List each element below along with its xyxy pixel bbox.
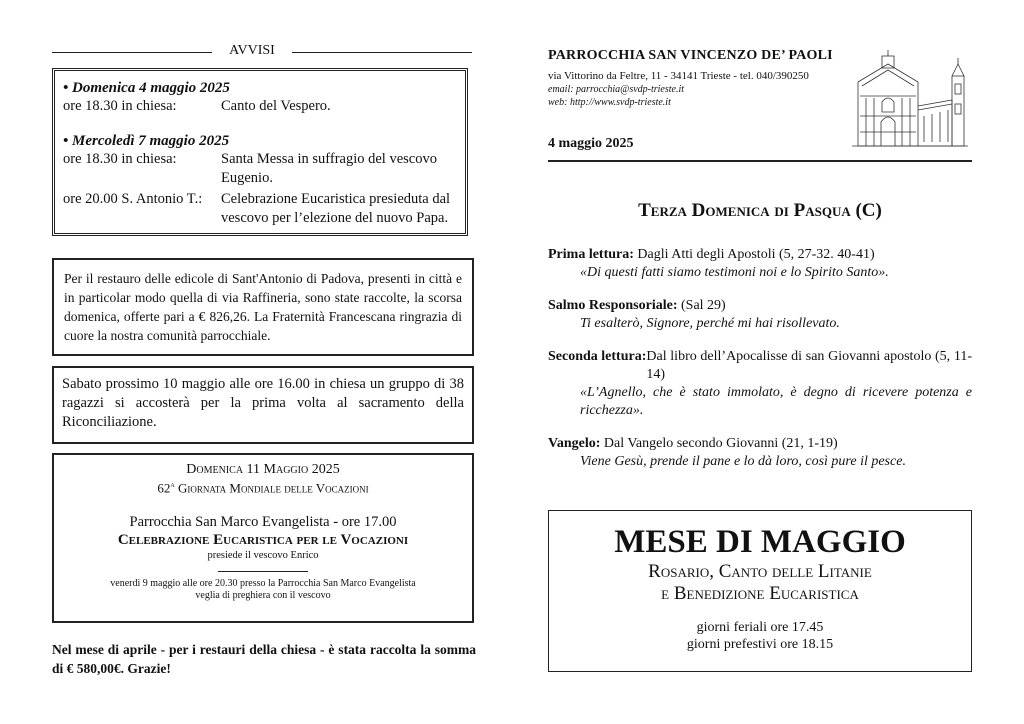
event-1 [63, 79, 465, 116]
event-2-date: • Mercoledì 7 maggio 2025 [63, 133, 230, 149]
restauro-box [52, 258, 474, 356]
maggio-title: MESE DI MAGGIO [614, 524, 906, 560]
parish-web: web: http://www.svdp-trieste.it [548, 97, 671, 108]
avvisi-heading: AVVISI [229, 43, 275, 58]
event-time: ore 20.00 S. Antonio T.: [63, 191, 203, 207]
giornata-number: 62 [157, 480, 171, 496]
reading-quote: Ti esalterò, Signore, perché mi hai risollevato. [580, 316, 840, 331]
reading-label: Seconda lettura: [548, 349, 647, 364]
event-desc: Santa Messa in suffragio del vescovo Eugenio. [221, 151, 437, 186]
vocazioni-note-2: veglia di preghiera con il vescovo [195, 590, 331, 602]
event-1-item-1 [63, 97, 465, 116]
restauro-text: Per il restauro delle edicole di Sant'Antonio di Padova, presenti in città e in particolar modo quella di via Raffineria, sono state raccolte, la scorsa domenica, offerte pari a € 826,26. La Fraternità Francescana ringrazia di cuore la nostra comunità parrocchiale. [64, 271, 462, 343]
parish-address: via Vittorino da Feltre, 11 - 34141 Trieste - tel. 040/390250 [548, 70, 809, 82]
events-box [52, 68, 468, 236]
maggio-line-2: e Benedizione Eucaristica [661, 583, 859, 604]
reading-ref: Dagli Atti degli Apostoli (5, 27-32. 40-41) [633, 247, 875, 262]
vocazioni-place: Parrocchia San Marco Evangelista - ore 17.00 [129, 514, 397, 531]
reading-ref: (Sal 29) [677, 298, 726, 313]
event-2 [63, 132, 465, 228]
event-time: ore 18.30 in chiesa: [63, 151, 177, 167]
event-1-date: • Domenica 4 maggio 2025 [63, 80, 230, 96]
reading-label: Vangelo: [548, 436, 601, 451]
vocazioni-title: Celebrazione Eucaristica per le Vocazioni [117, 532, 409, 549]
header-rule [548, 160, 972, 162]
vocazioni-box [52, 453, 474, 623]
event-time: ore 18.30 in chiesa: [63, 98, 177, 114]
reading-label: Prima lettura: [548, 247, 634, 262]
avvisi-rule-left [52, 52, 212, 53]
vocazioni-note-1: venerdì 9 maggio alle ore 20.30 presso la Parrocchia San Marco Evangelista [110, 578, 416, 590]
reading-quote: «L’Agnello, che è stato immolato, è degno di ricevere potenza e ricchezza». [580, 385, 972, 418]
reading-salmo [548, 297, 972, 333]
reading-prima [548, 246, 972, 282]
reading-seconda [548, 348, 972, 420]
giornata-ordinal: a [170, 479, 175, 489]
parish-email: email: parrocchia@svdp-trieste.it [548, 84, 685, 95]
bulletin-date: 4 maggio 2025 [548, 136, 634, 151]
maggio-time-1: giorni feriali ore 17.45 [696, 620, 824, 635]
event-2-item-2 [63, 190, 465, 228]
reading-quote: «Di questi fatti siamo testimoni noi e lo Spirito Santo». [580, 265, 889, 280]
maggio-line-1: Rosario, Canto delle Litanie [648, 561, 872, 582]
aprile-text: Nel mese di aprile - per i restauri della chiesa - è stata raccolta la somma di € 580,00€. Grazie! [52, 642, 476, 676]
vocazioni-presiede: presiede il vescovo Enrico [207, 550, 319, 562]
giornata-text: Giornata Mondiale delle Vocazioni [174, 480, 369, 496]
reading-quote: Viene Gesù, prende il pane e lo dà loro, così pure il pesce. [580, 454, 906, 469]
sabato-box [52, 366, 474, 444]
vocazioni-giornata [54, 479, 472, 496]
church-illustration-icon [848, 46, 972, 150]
vocazioni-divider [218, 571, 308, 572]
reading-label: Salmo Responsoriale: [548, 298, 678, 313]
event-2-item-1 [63, 150, 465, 188]
maggio-box [548, 510, 972, 672]
reading-vangelo [548, 435, 972, 471]
parish-name: PARROCCHIA SAN VINCENZO DE’ PAOLI [548, 48, 833, 63]
sabato-text: Sabato prossimo 10 maggio alle ore 16.00 in chiesa un gruppo di 38 ragazzi si accosterà per la prima volta al sacramento della Riconciliazione. [62, 376, 464, 430]
reading-ref: Dal Vangelo secondo Giovanni (21, 1-19) [600, 436, 838, 451]
vocazioni-date: Domenica 11 Maggio 2025 [186, 462, 340, 477]
event-desc: Celebrazione Eucaristica presieduta dal vescovo per l’elezione del nuovo Papa. [221, 191, 451, 226]
maggio-time-2: giorni prefestivi ore 18.15 [686, 637, 834, 652]
sunday-title: Terza Domenica di Pasqua (C) [638, 200, 882, 221]
readings [548, 246, 972, 471]
avvisi-rule-right [292, 52, 472, 53]
reading-ref: Dal libro dell’Apocalisse di san Giovanni apostolo (5, 11-14) [646, 349, 972, 382]
event-desc: Canto del Vespero. [221, 98, 331, 114]
